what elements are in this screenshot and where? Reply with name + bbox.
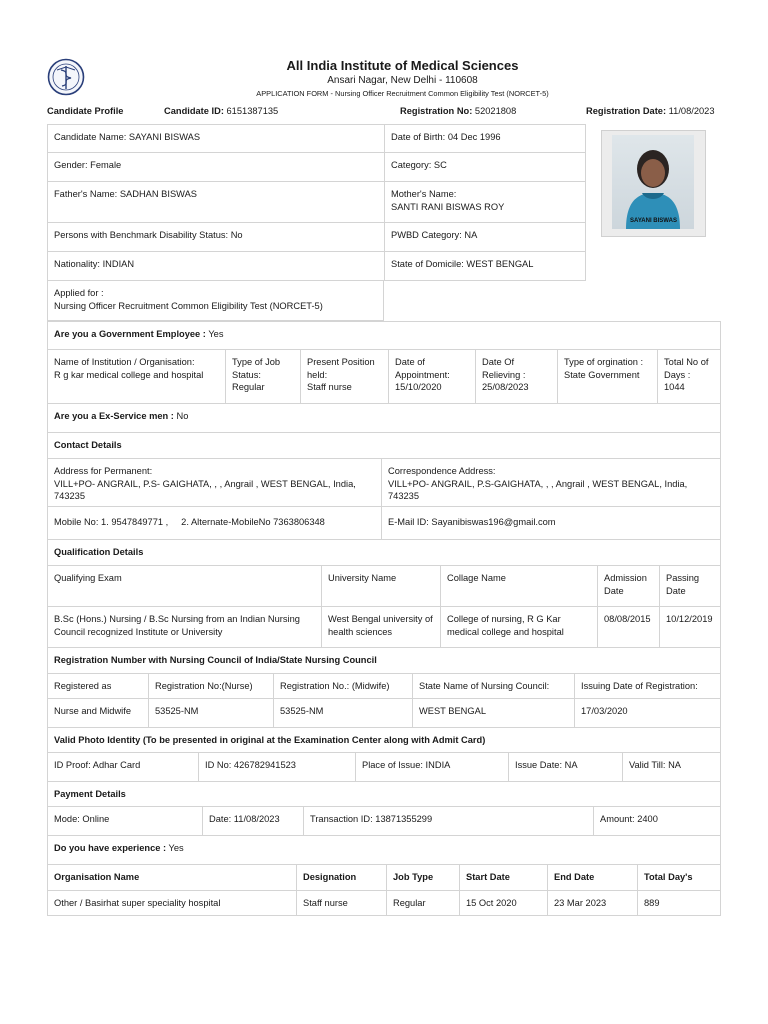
date-of-birth: Date of Birth: 04 Dec 1996 xyxy=(384,125,586,152)
org-name-value: Other / Basirhat super speciality hospital xyxy=(47,891,296,915)
pwbd-status: Persons with Benchmark Disability Status: No xyxy=(47,223,384,251)
row-qualification-data xyxy=(47,607,721,648)
organisation-type: Type of orgination : State Government xyxy=(557,350,657,403)
designation-value: Staff nurse xyxy=(296,891,386,915)
candidate-portrait-icon xyxy=(612,135,694,229)
applied-for-value: Nursing Officer Recruitment Common Eligibility Test (NORCET-5) xyxy=(54,300,323,311)
college-value: College of nursing, R G Kar medical college and hospital xyxy=(440,607,597,647)
mother-name-label: Mother's Name: xyxy=(391,189,457,199)
college-header: Collage Name xyxy=(440,566,597,606)
date-of-appointment: Date of Appointment: 15/10/2020 xyxy=(388,350,475,403)
date-of-relieving: Date Of Relieving : 25/08/2023 xyxy=(475,350,557,403)
institute-name: All India Institute of Medical Sciences xyxy=(286,58,519,73)
reg-no-midwife-value: 53525-NM xyxy=(273,699,412,727)
row-photo-id-data xyxy=(47,753,721,782)
mobile-numbers: Mobile No: 1. 9547849771 , 2. Alternate-MobileNo 7363806348 xyxy=(47,507,381,539)
reg-no-nurse-header: Registration No:(Nurse) xyxy=(148,674,273,698)
row-govt-details xyxy=(47,350,721,404)
university-value: West Bengal university of health sciences xyxy=(321,607,440,647)
form-header xyxy=(0,0,768,100)
payment-date: Date: 11/08/2023 xyxy=(202,807,303,835)
reg-no-nurse-value: 53525-NM xyxy=(148,699,273,727)
university-header: University Name xyxy=(321,566,440,606)
registration-number: Registration No: 52021808 xyxy=(400,106,517,116)
place-of-issue: Place of Issue: INDIA xyxy=(355,753,508,781)
row-applied-for xyxy=(47,281,721,321)
govt-employee-question: Are you a Government Employee : Yes xyxy=(47,322,721,349)
total-days-header: Total Day's xyxy=(637,865,721,890)
row-experience-data xyxy=(47,891,721,916)
father-name: Father's Name: SADHAN BISWAS xyxy=(47,182,384,222)
qualifying-exam-value: B.Sc (Hons.) Nursing / B.Sc Nursing from an Indian Nursing Council recognized Institute or University xyxy=(47,607,321,647)
row-nationality xyxy=(47,252,586,281)
row-council-heading xyxy=(47,648,721,674)
row-parents xyxy=(47,182,586,223)
start-date-value: 15 Oct 2020 xyxy=(459,891,547,915)
institution: Name of Institution / Organisation: R g kar medical college and hospital xyxy=(47,350,225,403)
photo-caption: SAYANI BISWAS xyxy=(630,218,677,224)
state-council-value: WEST BENGAL xyxy=(412,699,574,727)
row-qualification-heading xyxy=(47,540,721,566)
admission-date-header: Admission Date xyxy=(597,566,659,606)
registered-as-value: Nurse and Midwife xyxy=(47,699,148,727)
issuing-date-header: Issuing Date of Registration: xyxy=(574,674,721,698)
candidate-name: Candidate Name: SAYANI BISWAS xyxy=(47,125,384,152)
issuing-date-value: 17/03/2020 xyxy=(574,699,721,727)
row-qualification-headers xyxy=(47,566,721,607)
row-council-data xyxy=(47,699,721,728)
applied-for-label: Applied for : xyxy=(54,288,104,298)
row-experience-headers xyxy=(47,865,721,891)
start-date-header: Start Date xyxy=(459,865,547,890)
designation-header: Designation xyxy=(296,865,386,890)
row-name-dob xyxy=(47,124,586,153)
present-position: Present Position held: Staff nurse xyxy=(300,350,388,403)
payment-amount: Amount: 2400 xyxy=(593,807,721,835)
candidate-profile-row xyxy=(47,106,723,120)
total-days-value: 889 xyxy=(637,891,721,915)
row-addresses xyxy=(47,459,721,507)
row-experience-question xyxy=(47,836,721,865)
candidate-photo xyxy=(601,130,706,237)
registration-date: Registration Date: 11/08/2023 xyxy=(586,106,715,116)
applied-for xyxy=(47,281,384,321)
qualifying-exam-header: Qualifying Exam xyxy=(47,566,321,606)
row-contact-heading xyxy=(47,433,721,459)
qualification-heading: Qualification Details xyxy=(47,540,721,565)
nationality: Nationality: INDIAN xyxy=(47,252,384,280)
end-date-header: End Date xyxy=(547,865,637,890)
payment-mode: Mode: Online xyxy=(47,807,202,835)
passing-date-value: 10/12/2019 xyxy=(659,607,721,647)
row-pwbd xyxy=(47,223,586,252)
state-of-domicile: State of Domicile: WEST BENGAL xyxy=(384,252,586,280)
mother-name xyxy=(384,182,586,222)
valid-till: Valid Till: NA xyxy=(622,753,721,781)
job-type-header: Job Type xyxy=(386,865,459,890)
form-title: APPLICATION FORM - Nursing Officer Recruitment Common Eligibility Test (NORCET-5) xyxy=(256,89,549,98)
row-council-headers xyxy=(47,674,721,699)
pwbd-category: PWBD Category: NA xyxy=(384,223,586,251)
row-payment-data xyxy=(47,807,721,836)
passing-date-header: Passing Date xyxy=(659,566,721,606)
id-proof: ID Proof: Adhar Card xyxy=(47,753,198,781)
contact-details-heading: Contact Details xyxy=(47,433,721,458)
reg-no-midwife-header: Registration No.: (Midwife) xyxy=(273,674,412,698)
transaction-id: Transaction ID: 13871355299 xyxy=(303,807,593,835)
row-photo-id-heading xyxy=(47,728,721,753)
mother-name-value: SANTI RANI BISWAS ROY xyxy=(391,201,505,212)
row-ex-service xyxy=(47,404,721,433)
photo-identity-heading: Valid Photo Identity (To be presented in original at the Examination Center along with Admit Card) xyxy=(47,728,721,752)
institute-address: Ansari Nagar, New Delhi - 110608 xyxy=(327,75,478,86)
job-status: Type of Job Status: Regular xyxy=(225,350,300,403)
total-days: Total No of Days : 1044 xyxy=(657,350,721,403)
experience-question: Do you have experience : Yes xyxy=(47,836,721,864)
issue-date: Issue Date: NA xyxy=(508,753,622,781)
row-payment-heading xyxy=(47,782,721,807)
candidate-profile-heading: Candidate Profile xyxy=(47,106,124,116)
permanent-address: Address for Permanent: VILL+PO- ANGRAIL, P.S- GAIGHATA, , , Angrail , WEST BENGAL, India, 743235 xyxy=(47,459,381,506)
candidate-id: Candidate ID: 6151387135 xyxy=(164,106,279,116)
council-heading: Registration Number with Nursing Council of India/State Nursing Council xyxy=(47,648,721,673)
row-gender-category xyxy=(47,153,586,182)
end-date-value: 23 Mar 2023 xyxy=(547,891,637,915)
admission-date-value: 08/08/2015 xyxy=(597,607,659,647)
correspondence-address: Correspondence Address: VILL+PO- ANGRAIL, P.S-GAIGHATA, , , Angrail , WEST BENGAL, India, 743235 xyxy=(381,459,721,506)
job-type-value: Regular xyxy=(386,891,459,915)
gender: Gender: Female xyxy=(47,153,384,181)
org-name-header: Organisation Name xyxy=(47,865,296,890)
payment-heading: Payment Details xyxy=(47,782,721,806)
row-phone-email xyxy=(47,507,721,540)
registered-as-header: Registered as xyxy=(47,674,148,698)
ex-service-question: Are you a Ex-Service men : No xyxy=(47,404,721,432)
email-id: E-Mail ID: Sayanibiswas196@gmail.com xyxy=(381,507,721,539)
id-number: ID No: 426782941523 xyxy=(198,753,355,781)
state-council-header: State Name of Nursing Council: xyxy=(412,674,574,698)
category: Category: SC xyxy=(384,153,586,181)
row-govt-employee xyxy=(47,321,721,350)
